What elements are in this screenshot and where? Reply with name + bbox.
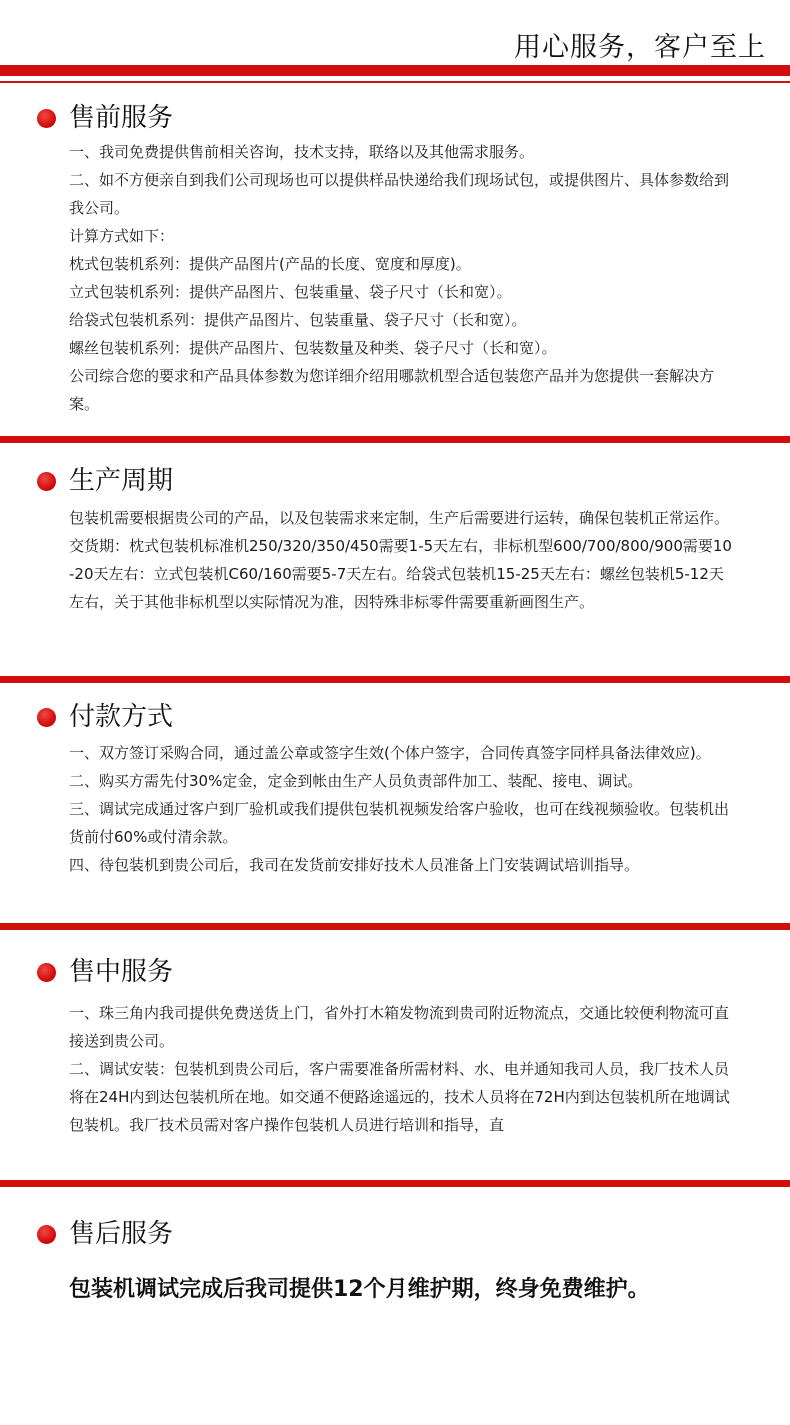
section-body-insale: [69, 999, 737, 1139]
paragraph: 二、如不方便亲自到我们公司现场也可以提供样品快递给我们现场试包，或提供图片、具体参数给到我公司。: [69, 171, 730, 217]
red-dot-icon: [37, 109, 56, 128]
paragraph: 包装机需要根据贵公司的产品，以及包装需求来定制，生产后需要进行运转，确保包装机正常运作。: [69, 509, 730, 527]
paragraph: 交货期：枕式包装机标准机250/320/350/450需要1-5天左右，非标机型600/700/800/900需要10-20天左右：立式包装机C60/160需要5-7天左右。给袋式包装机15-25天左右：螺丝包装机5-12天左右，关于其他非标机型以实际情况为准，因特殊非标零件需要重新画图生产。: [69, 537, 732, 611]
paragraph: 公司综合您的要求和产品具体参数为您详细介绍用哪款机型合适包装您产品并为您提供一套解决方案。: [69, 367, 715, 413]
aftersale-statement: 包装机调试完成后我司提供12个月维护期，终身免费维护。: [69, 1277, 650, 1302]
section-title-presale: 售前服务: [69, 103, 174, 133]
section-title-aftersale: 售后服务: [69, 1219, 174, 1249]
paragraph: 一、珠三角内我司提供免费送货上门，省外打木箱发物流到贵司附近物流点，交通比较便利物流可直接送到贵公司。: [69, 1004, 730, 1050]
paragraph: 立式包装机系列：提供产品图片、包装重量、袋子尺寸（长和宽）。: [69, 283, 512, 301]
section-title-production: 生产周期: [69, 466, 174, 496]
paragraph: 一、双方签订采购合同，通过盖公章或签字生效(个体户签字，合同传真签字同样具备法律效应)。: [69, 744, 711, 762]
section-header-payment: [37, 699, 173, 735]
section-body-payment: [69, 739, 737, 879]
paragraph: 四、待包装机到贵公司后，我司在发货前安排好技术人员准备上门安装调试培训指导。: [69, 856, 640, 874]
section-title-payment: 付款方式: [69, 702, 174, 732]
paragraph: 二、购买方需先付30%定金，定金到帐由生产人员负责部件加工、装配、接电、调试。: [69, 772, 643, 790]
paragraph: 三、调试完成通过客户到厂验机或我们提供包装机视频发给客户验收，也可在线视频验收。包装机出货前付60%或付清余款。: [69, 800, 730, 846]
section-divider: [0, 923, 790, 930]
section-divider: [0, 436, 790, 443]
section-header-insale: [37, 954, 173, 990]
section-body-production: [69, 504, 737, 616]
section-body-presale: [69, 138, 737, 418]
section-divider: [0, 676, 790, 683]
paragraph: 一、我司免费提供售前相关咨询，技术支持，联络以及其他需求服务。: [69, 143, 535, 161]
header-divider-thin: [0, 81, 790, 83]
paragraph: 螺丝包装机系列：提供产品图片、包装数量及种类、袋子尺寸（长和宽）。: [69, 339, 557, 357]
red-dot-icon: [37, 708, 56, 727]
red-dot-icon: [37, 963, 56, 982]
red-dot-icon: [37, 472, 56, 491]
section-header-presale: [37, 100, 173, 136]
red-dot-icon: [37, 1225, 56, 1244]
header-divider-thick: [0, 65, 790, 76]
paragraph: 枕式包装机系列：提供产品图片(产品的长度、宽度和厚度)。: [69, 255, 471, 273]
section-header-production: [37, 463, 173, 499]
page-slogan: 用心服务，客户至上: [514, 32, 766, 63]
section-title-insale: 售中服务: [69, 957, 174, 987]
paragraph: 给袋式包装机系列：提供产品图片、包装重量、袋子尺寸（长和宽）。: [69, 311, 527, 329]
paragraph: 计算方式如下：: [69, 227, 175, 245]
section-divider: [0, 1180, 790, 1187]
section-header-aftersale: [37, 1216, 173, 1252]
paragraph: 二、调试安装：包装机到贵公司后，客户需要准备所需材料、水、电并通知我司人员，我厂技术人员将在24H内到达包装机所在地。如交通不便路途遥远的，技术人员将在72H内到达包装机所在地调试包装机。我厂技术员需对客户操作包装机人员进行培训和指导，直: [69, 1060, 730, 1134]
